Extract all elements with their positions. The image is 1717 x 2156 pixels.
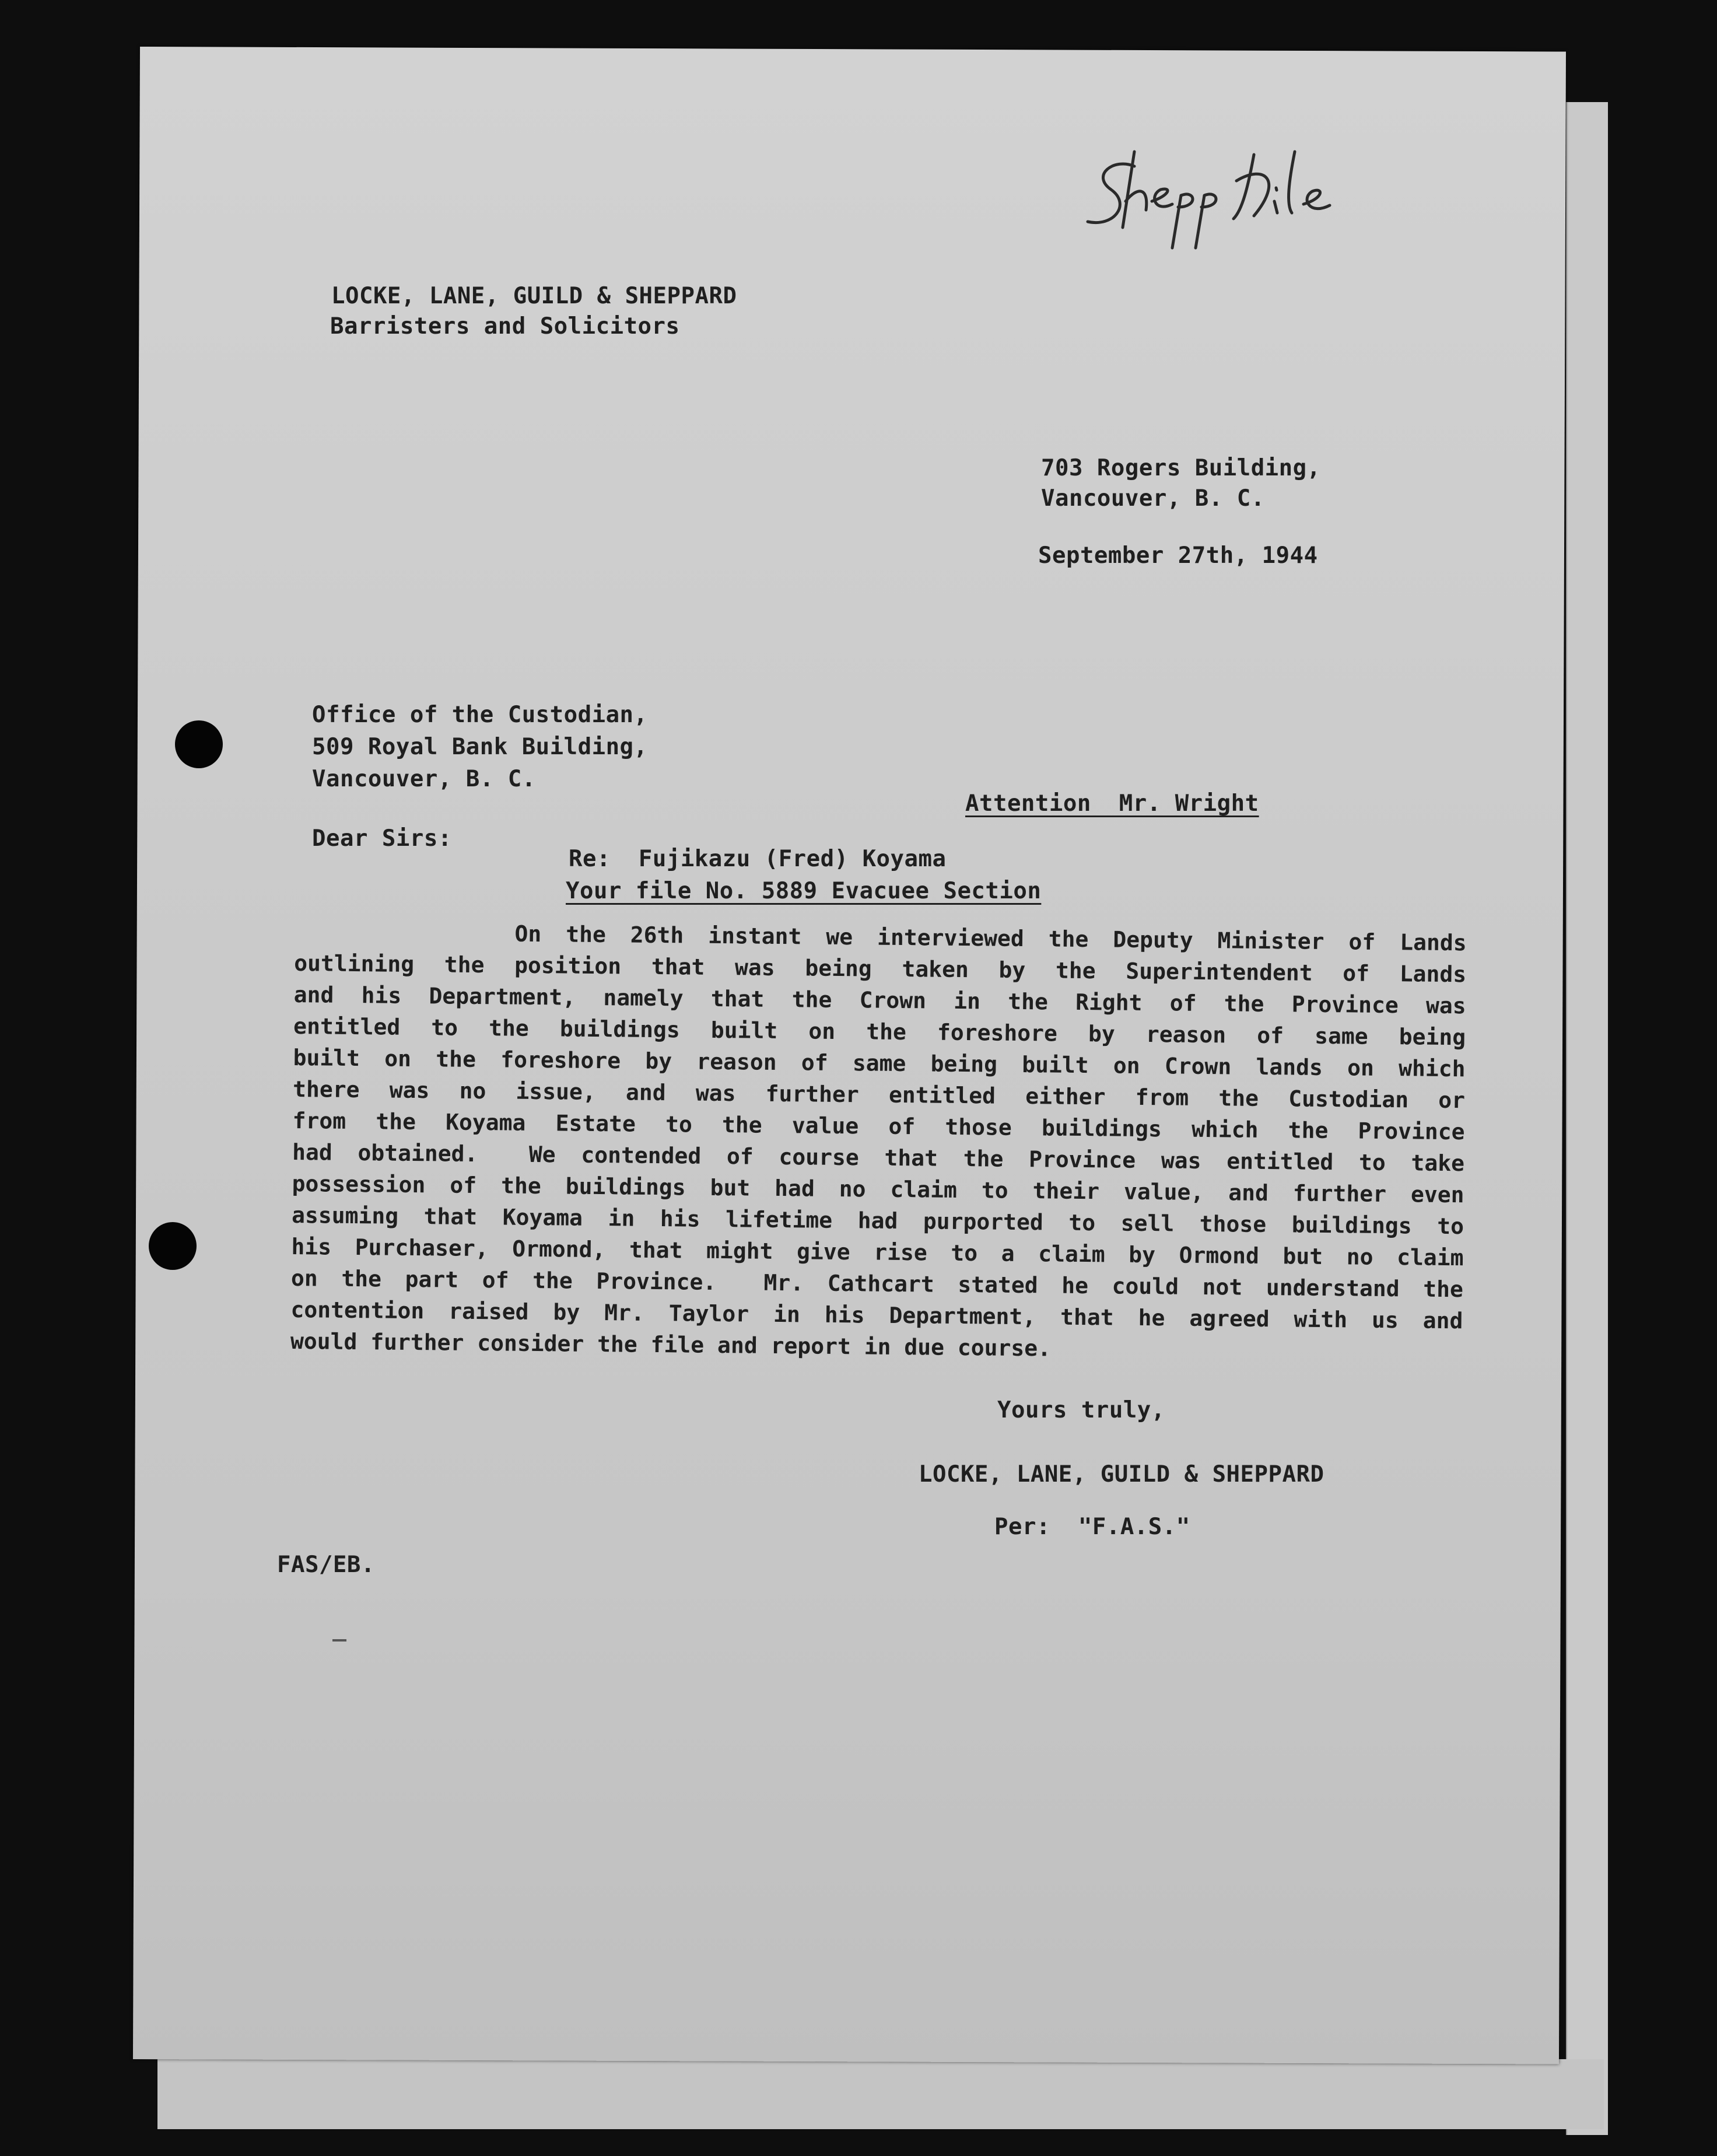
letterhead-subtitle: Barristers and Solicitors [330,313,680,340]
reference-initials: FAS/EB. [277,1552,375,1578]
body-line: his Purchaser, Ormond, that might give rise to a claim by Ormond but no claim [291,1233,1464,1271]
per-signature: Per: "F.A.S." [994,1514,1190,1540]
punch-hole-bottom [149,1222,197,1270]
body-line: on the part of the Province. Mr. Cathcart stated he could not understand the [290,1265,1464,1303]
sender-address-line2: Vancouver, B. C. [1041,485,1265,512]
body-line: entitled to the buildings built on the foreshore by reason of same being [293,1013,1466,1051]
handwritten-note-signature [1079,140,1423,257]
body-line: outlining the position that was being taken by the Superintendent of Lands [294,950,1467,988]
recipient-line2: 509 Royal Bank Building, [312,734,648,760]
body-line: built on the foreshore by reason of same being built on Crown lands on which [293,1044,1466,1082]
body-line: would further consider the file and report in due course. [290,1328,1052,1362]
body-line: and his Department, namely that the Crown in the Right of the Province was [293,981,1466,1019]
salutation: Dear Sirs: [312,825,452,852]
recipient-line3: Vancouver, B. C. [312,766,536,792]
letter-date: September 27th, 1944 [1038,542,1318,569]
body-line: there was no issue, and was further entitled either from the Custodian or [292,1076,1466,1114]
body-line: contention raised by Mr. Taylor in his Department, that he agreed with us and [290,1296,1463,1334]
file-reference: Your file No. 5889 Evacuee Section [566,878,1042,904]
closing-firm: LOCKE, LANE, GUILD & SHEPPARD [919,1461,1324,1488]
recipient-line1: Office of the Custodian, [312,702,648,728]
body-line: possession of the buildings but had no claim to their value, and further even [292,1170,1464,1208]
body-line: On the 26th instant we interviewed the Deputy Minister of Lands [294,918,1467,956]
paper-speck [332,1639,346,1642]
letterhead-firm: LOCKE, LANE, GUILD & SHEPPARD [331,283,737,309]
body-line: had obtained. We contended of course that the Province was entitled to take [292,1139,1465,1177]
body-line: from the Koyama Estate to the value of those buildings which the Province [292,1107,1465,1145]
re-line: Re: Fujikazu (Fred) Koyama [569,846,947,872]
body-line: assuming that Koyama in his lifetime had purported to sell those buildings to [291,1202,1464,1240]
valediction: Yours truly, [997,1397,1165,1423]
sender-address-line1: 703 Rogers Building, [1041,455,1321,481]
page-edge-right [1566,102,1608,2135]
letter-body [290,916,1467,1368]
punch-hole-top [175,720,223,768]
page-edge-bottom [157,2059,1604,2129]
attention-line: Attention Mr. Wright [965,790,1259,817]
